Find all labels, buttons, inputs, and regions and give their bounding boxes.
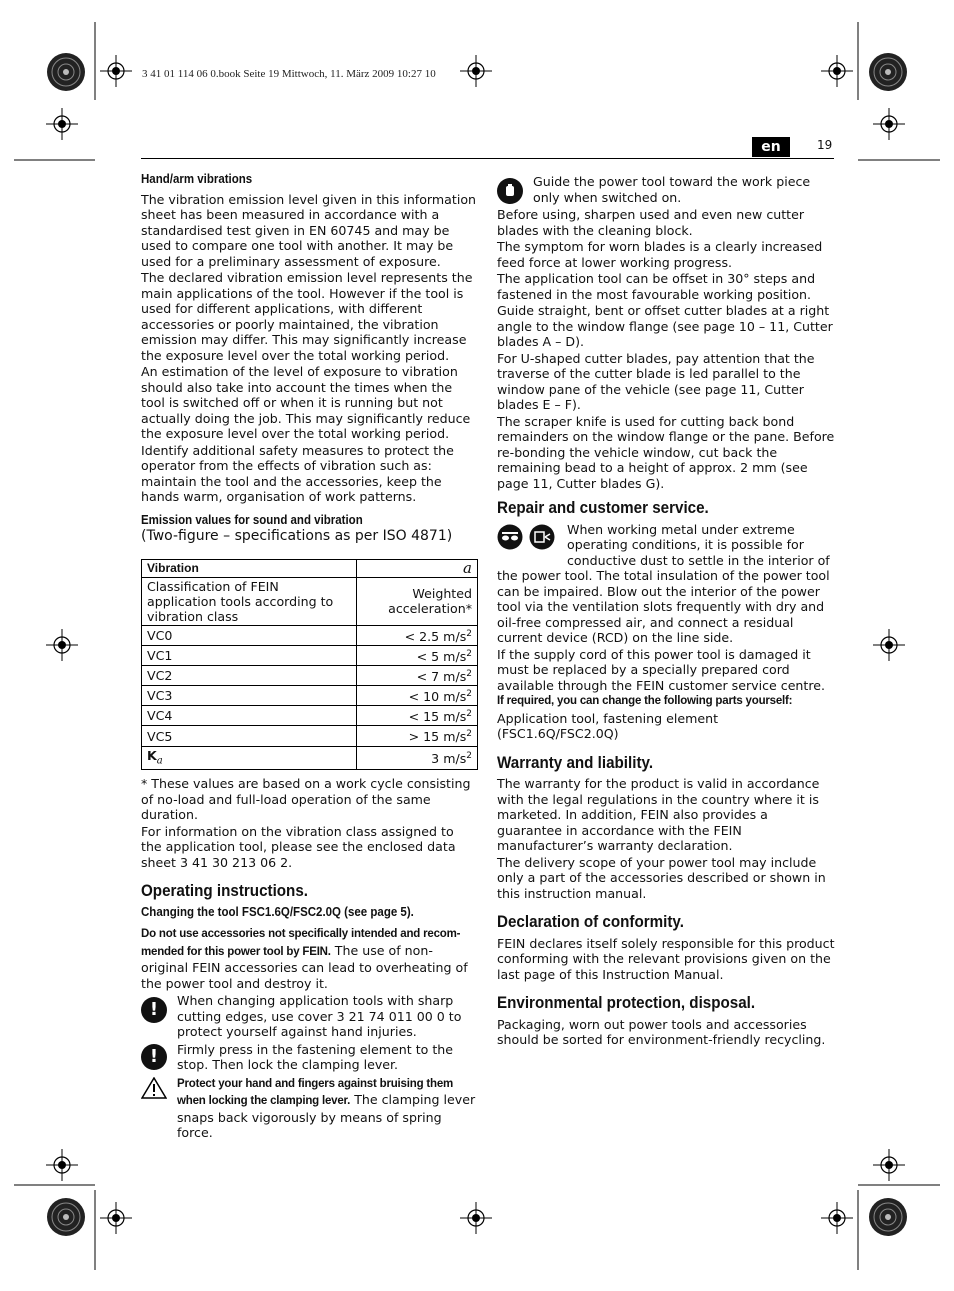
paragraph: For U-shaped cutter blades, pay attention that the traverse of the cutter blade is led parallel to the window pane of the vehicle (see page 11, Cutter blades E – F). xyxy=(497,350,815,412)
table-cell: Classification of FEIN application tools according to vibration class xyxy=(142,577,357,625)
table-cell: VC1 xyxy=(142,645,357,665)
table-cell: VC5 xyxy=(142,726,357,746)
paragraph: Guide straight, bent or offset cutter blades at a right angle to the window flange (see page 10 – 11, Cutter blades A – D). xyxy=(497,303,833,349)
table-row xyxy=(142,625,478,645)
paragraph: When working metal under extreme operating conditions, it is possible for conductive dust to settle in the interior of the power tool. The total insulation of the power tool can be impaired. Blow out the interior of the power tool via the ventilation slots frequently with dry and oil-free compressed air, and connect a residual current device (RCD) on the line side. xyxy=(497,521,830,645)
exclamation-icon: ! xyxy=(141,1042,177,1070)
note-row xyxy=(497,174,835,205)
eye-protection-icon xyxy=(497,524,523,554)
table-cell: < 15 $m/s^2$ xyxy=(357,706,478,726)
paragraph: The application tool can be offset in 30° steps and fastened in the most favourable working position. xyxy=(497,271,816,302)
table-header-row xyxy=(142,559,478,577)
paragraph: An estimation of the level of exposure to vibration should also take into account the times when the tool is switched off or when it is running but not actually doing the job. This may significantly reduce the exposure level over the total working period. xyxy=(141,364,471,441)
section-title-emission: Emission values for sound and vibration xyxy=(141,512,363,527)
table-row xyxy=(142,746,478,770)
warning-row xyxy=(141,1075,477,1141)
warning-text: Protect your hand and fingers against bruising them when locking the clamping lever. The clamping lever snaps back vigorously by means of spring force. xyxy=(177,1077,476,1141)
table-cell: < 10 $m/s^2$ xyxy=(357,686,478,706)
note-text: Guide the power tool toward the work piece only when switched on. xyxy=(533,174,811,205)
paragraph: The warranty for the product is valid in accordance with the legal regulations in the country where it is marketed. In addition, FEIN also provides a guarantee in accordance with the FEIN manufacturer’s warranty declaration. xyxy=(497,776,820,853)
paragraph: Identify additional safety measures to protect the operator from the effects of vibration such as: maintain the tool and the accessories, keep the hands warm, organisation of work patterns. xyxy=(141,442,454,504)
paragraph: The vibration emission level given in this information sheet has been measured in accordance with a standardised test given in EN 60745 and may be used to compare one tool with another. It may be used for a preliminary assessment of exposure. xyxy=(141,191,477,269)
table-cell: VC4 xyxy=(142,706,357,726)
note-text: Firmly press in the fastening element to the stop. Then lock the clamping lever. xyxy=(177,1041,454,1073)
note-text: When changing application tools with sharp cutting edges, use cover 3 21 74 011 00 0 to protect yourself against hand injuries. xyxy=(177,993,462,1040)
vibration-table xyxy=(141,559,478,771)
emission-subtitle: (Two-figure – specifications as per ISO 4871) xyxy=(141,528,453,544)
blow-out-icon xyxy=(529,524,555,554)
table-cell: Weighted acceleration* xyxy=(357,577,478,625)
paragraph: If the supply cord of this power tool is damaged it must be replaced by a specially prepared cord available through the FEIN customer service centre. xyxy=(497,646,826,693)
warning-triangle-icon xyxy=(141,1075,177,1103)
section-title-repair: Repair and customer service. xyxy=(497,499,709,517)
table-row xyxy=(142,665,478,685)
paragraph: The declared vibration emission level represents the main applications of the tool. However if the tool is used for different applications, with different accessories or poorly maintained, the vibration emission may differ. This may significantly increase the exposure level over the total working period. xyxy=(141,270,473,363)
section-title-vibrations: Hand/arm vibrations xyxy=(141,172,253,186)
paragraph: For information on the vibration class assigned to the application tool, please see the enclosed data sheet 3 41 30 213 06 2. xyxy=(141,823,456,870)
section-title-declaration: Declaration of conformity. xyxy=(497,913,684,931)
table-header-cell: Vibration xyxy=(142,559,357,577)
table-cell: < 2.5 $m/s^2$ xyxy=(357,625,478,645)
section-title-operating: Operating instructions. xyxy=(141,882,309,901)
left-column xyxy=(141,172,477,1143)
subsection-title-changing-tool: Changing the tool FSC1.6Q/FSC2.0Q (see page 5). xyxy=(141,904,414,919)
table-header-cell: a xyxy=(357,559,478,577)
paragraph: The delivery scope of your power tool may include only a part of the accessories described or shown in this instruction manual. xyxy=(497,854,826,901)
table-cell: < 7 $m/s^2$ xyxy=(357,665,478,685)
exclamation-icon: ! xyxy=(141,993,177,1023)
table-cell: < 5 $m/s^2$ xyxy=(357,645,478,665)
table-cell: VC3 xyxy=(142,686,357,706)
paragraph: Application tool, fastening element (FSC1.6Q/FSC2.0Q) xyxy=(497,710,719,741)
paragraph: Before using, sharpen used and even new cutter blades with the cleaning block. xyxy=(497,207,805,238)
table-row xyxy=(142,726,478,746)
table-cell: 3 $m/s^2$ xyxy=(357,746,478,770)
footnote: * These values are based on a work cycle consisting of no-load and full-load operation of the same duration. xyxy=(141,776,471,823)
language-tab: en xyxy=(752,137,790,157)
section-title-environment: Environmental protection, disposal. xyxy=(497,994,756,1012)
table-cell: VC0 xyxy=(142,625,357,645)
paragraph: Do not use accessories not specifically intended and recommended for this power tool by FEIN. The use of non-original FEIN accessories can lead to overheating of the power tool and destroy it. xyxy=(141,928,468,991)
page-number: 19 xyxy=(817,138,833,152)
table-cell: $K_a$ xyxy=(142,746,357,770)
paragraph: If required, you can change the following parts yourself: xyxy=(497,695,793,707)
note-row xyxy=(141,993,477,1040)
table-row xyxy=(142,686,478,706)
hand-on-tool-icon xyxy=(497,174,533,204)
table-row xyxy=(142,645,478,665)
paragraph: The scraper knife is used for cutting back bond remainders on the window flange or the pane. Before re-bonding the vehicle window, cut back the remaining bead to a height of approx. 2 mm (see page 11, Cutter blades G). xyxy=(497,413,835,491)
section-title-warranty: Warranty and liability. xyxy=(497,753,654,772)
table-cell: VC2 xyxy=(142,665,357,685)
paragraph: The symptom for worn blades is a clearly increased feed force at lower working progress. xyxy=(497,239,823,270)
right-column xyxy=(497,172,835,1049)
table-row xyxy=(142,577,478,625)
paragraph: FEIN declares itself solely responsible for this product conforming with the relevant provisions given on the last page of this Instruction Manual. xyxy=(497,935,835,982)
paragraph: Packaging, worn out power tools and accessories should be sorted for environment-friendly recycling. xyxy=(497,1016,826,1047)
print-info: 3 41 01 114 06 0.book Seite 19 Mittwoch, 11. März 2009 10:27 10 xyxy=(142,68,436,80)
table-cell: > 15 $m/s^2$ xyxy=(357,726,478,746)
table-row xyxy=(142,706,478,726)
note-row xyxy=(141,1042,477,1073)
header-rule xyxy=(141,158,834,159)
